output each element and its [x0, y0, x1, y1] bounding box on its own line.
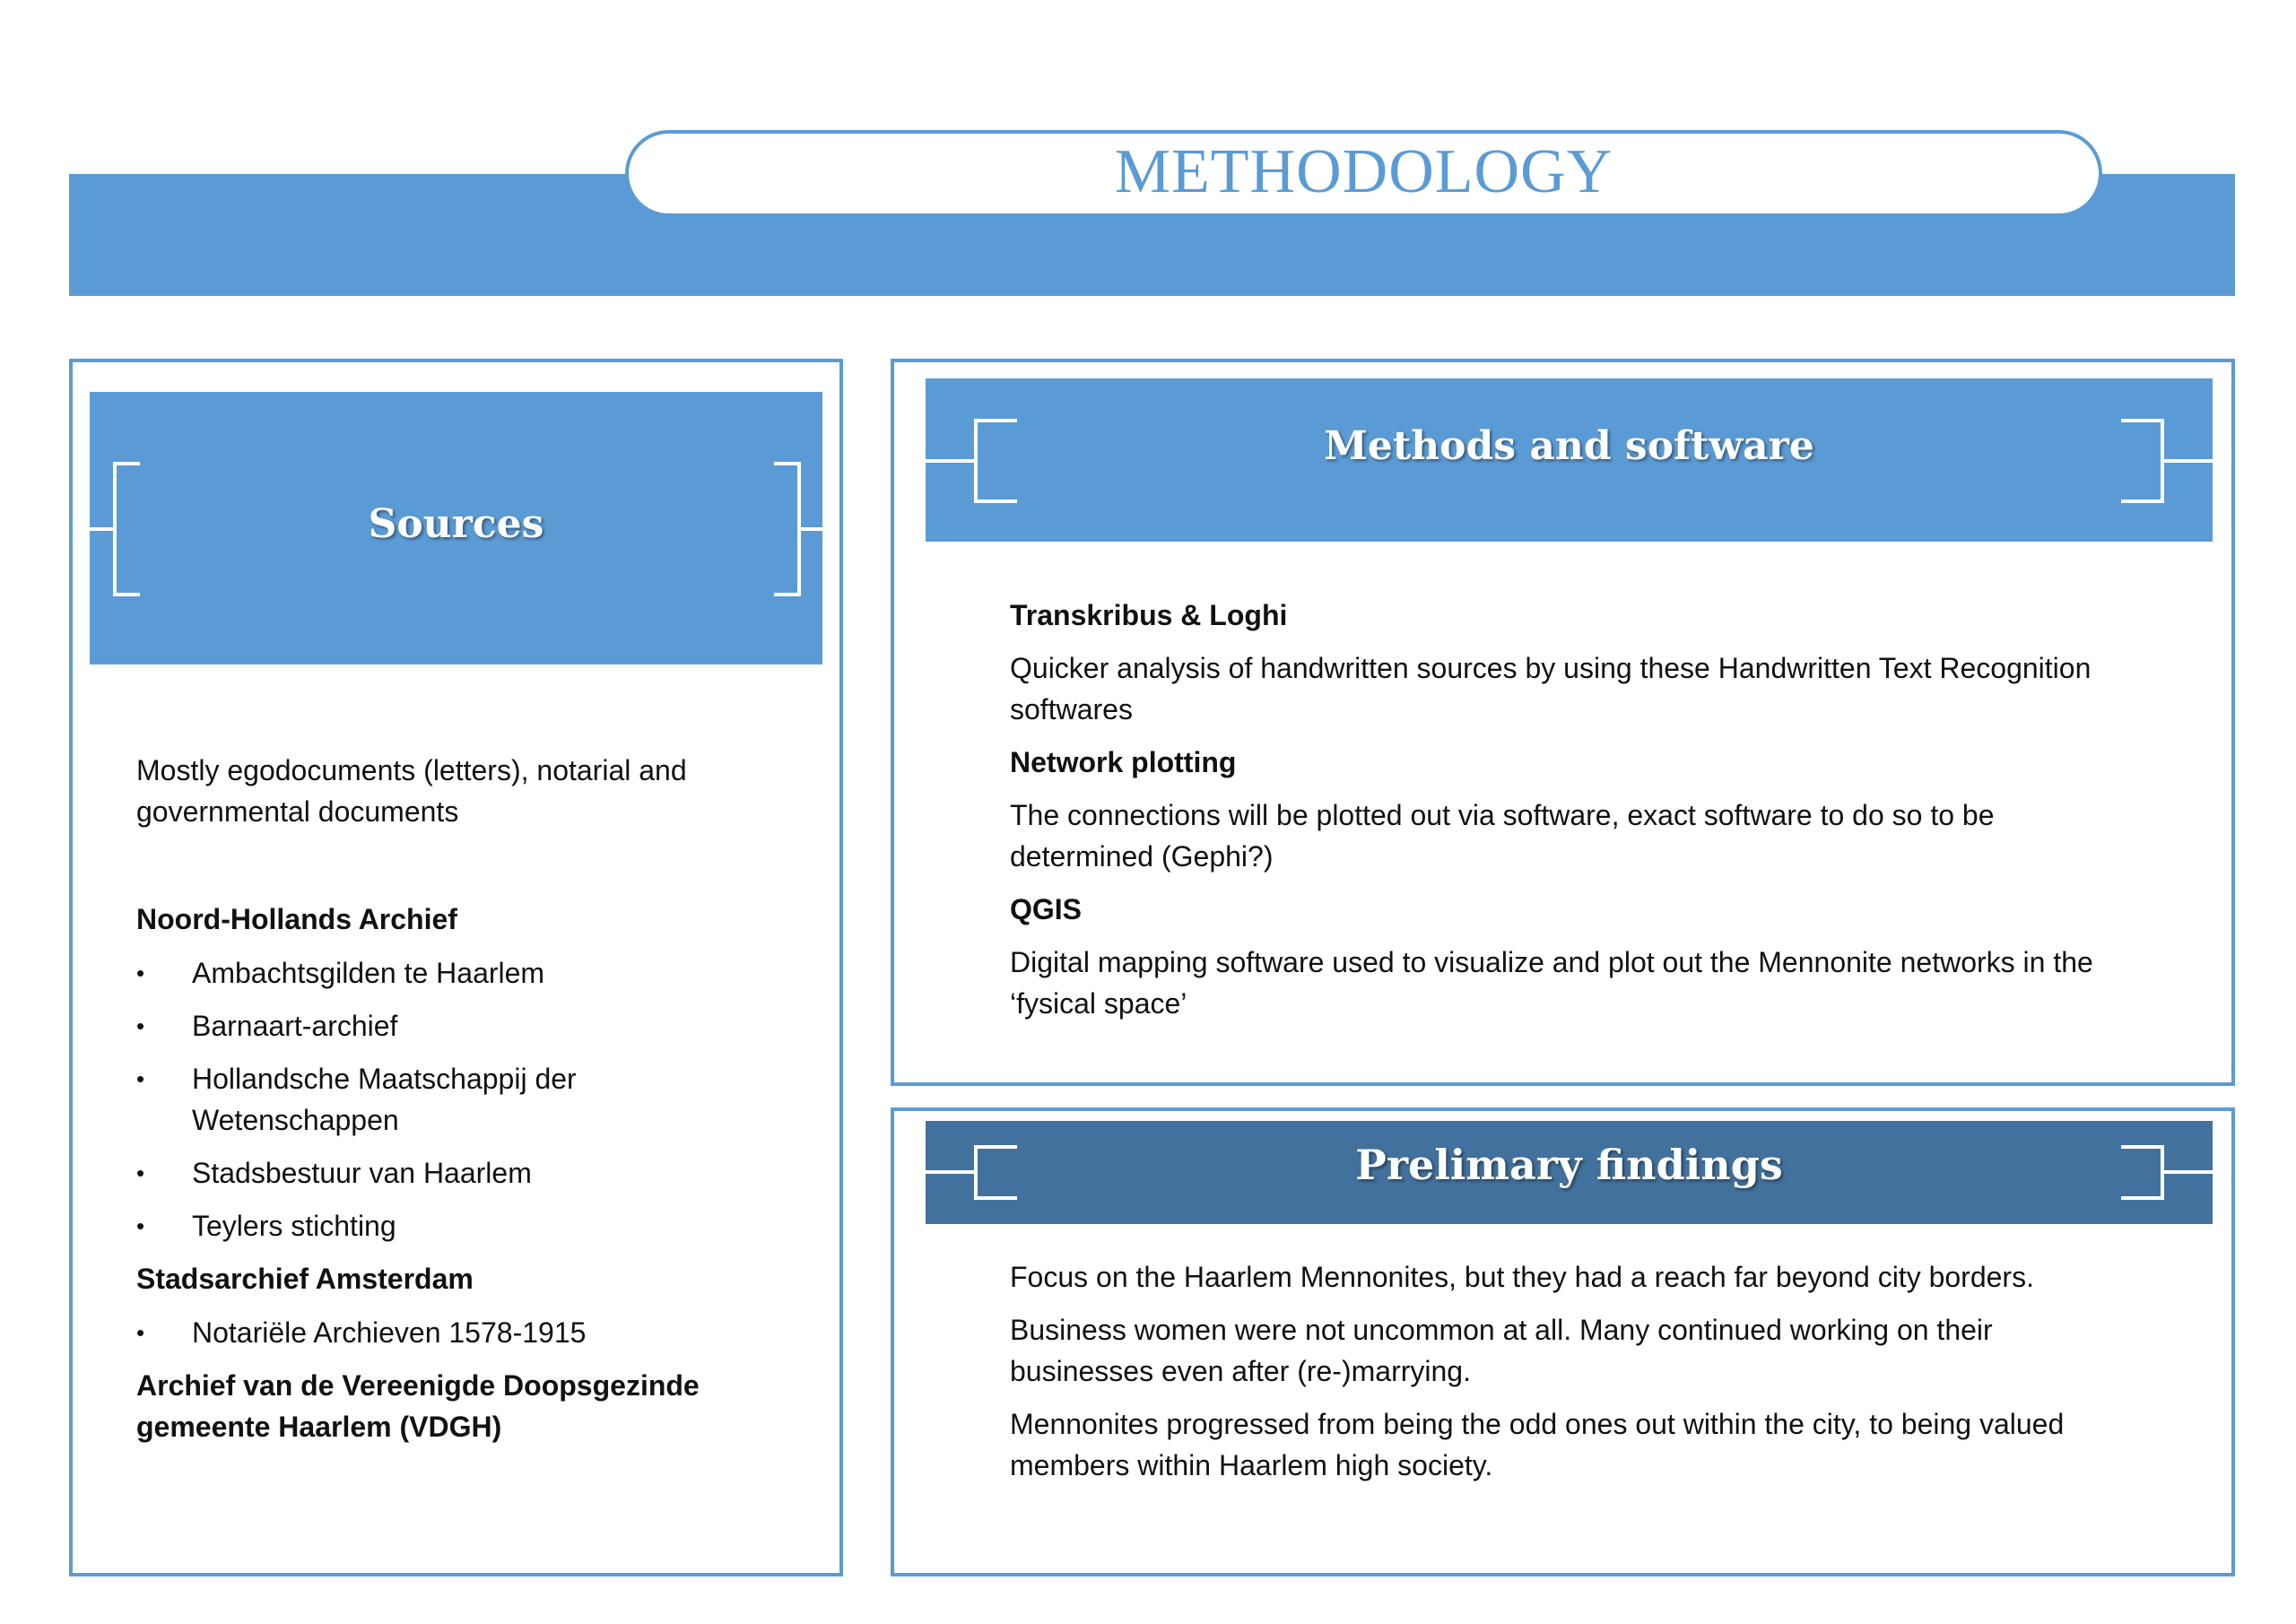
finding-paragraph: Business women were not uncommon at all. Many continued working on their businesses even after (re-)marrying.	[1010, 1314, 1993, 1387]
bullet-icon: •	[136, 1159, 145, 1186]
method-text: The connections will be plotted out via software, exact software to do so to be determined (Gephi?)	[1010, 799, 1995, 873]
left-bracket-icon	[90, 462, 144, 596]
method-heading: Network plotting	[1010, 746, 1237, 778]
list-item: • Barnaart-archief	[136, 1005, 800, 1046]
bullet-icon: •	[136, 960, 145, 986]
left-bracket-icon	[926, 419, 1020, 503]
page-title: METHODOLOGY	[1114, 136, 1613, 206]
bullet-icon: •	[136, 1012, 145, 1039]
finding-paragraph: Mennonites progressed from being the odd ones out within the city, to being valued members within Haarlem high society.	[1010, 1408, 2065, 1481]
method-heading: QGIS	[1010, 893, 1083, 925]
findings-body	[1010, 1256, 2122, 1486]
right-bracket-icon	[2118, 1145, 2213, 1200]
bullet-icon: •	[136, 1212, 145, 1239]
methods-banner	[926, 378, 2213, 542]
bullet-icon: •	[136, 1065, 145, 1092]
bullet-icon: •	[136, 1319, 145, 1346]
archive-heading: Archief van de Vereenigde Doopsgezinde gemeente Haarlem (VDGH)	[136, 1369, 700, 1443]
findings-title: Prelimary findings	[1355, 1141, 1783, 1189]
header-pill	[625, 130, 2102, 217]
sources-banner	[90, 392, 822, 664]
method-heading: Transkribus & Loghi	[1010, 599, 1288, 631]
archive-list	[136, 952, 800, 1246]
archive-list	[136, 1312, 800, 1353]
left-bracket-icon	[926, 1145, 1020, 1200]
method-text: Digital mapping software used to visualize and plot out the Mennonite networks in the ‘fysical space’	[1010, 946, 2093, 1020]
findings-banner	[926, 1121, 2213, 1224]
methods-body	[1010, 595, 2122, 1024]
sources-body	[136, 750, 800, 1447]
archive-heading: Noord-Hollands Archief	[136, 903, 457, 935]
sources-intro: Mostly egodocuments (letters), notarial and governmental documents	[136, 754, 687, 828]
sources-title: Sources	[368, 501, 544, 547]
archive-heading: Stadsarchief Amsterdam	[136, 1263, 474, 1295]
method-text: Quicker analysis of handwritten sources by using these Handwritten Text Recognition softwares	[1010, 652, 2092, 725]
list-item: • Ambachtsgilden te Haarlem	[136, 952, 800, 994]
list-item: • Hollandsche Maatschappij der Wetenschappen	[136, 1058, 800, 1141]
list-item: • Notariële Archieven 1578-1915	[136, 1312, 800, 1353]
finding-paragraph: Focus on the Haarlem Mennonites, but they had a reach far beyond city borders.	[1010, 1261, 2034, 1293]
list-item: • Teylers stichting	[136, 1205, 800, 1246]
methods-title: Methods and software	[1324, 423, 1814, 469]
list-item: • Stadsbestuur van Haarlem	[136, 1152, 800, 1194]
right-bracket-icon	[770, 462, 824, 596]
right-bracket-icon	[2118, 419, 2213, 503]
